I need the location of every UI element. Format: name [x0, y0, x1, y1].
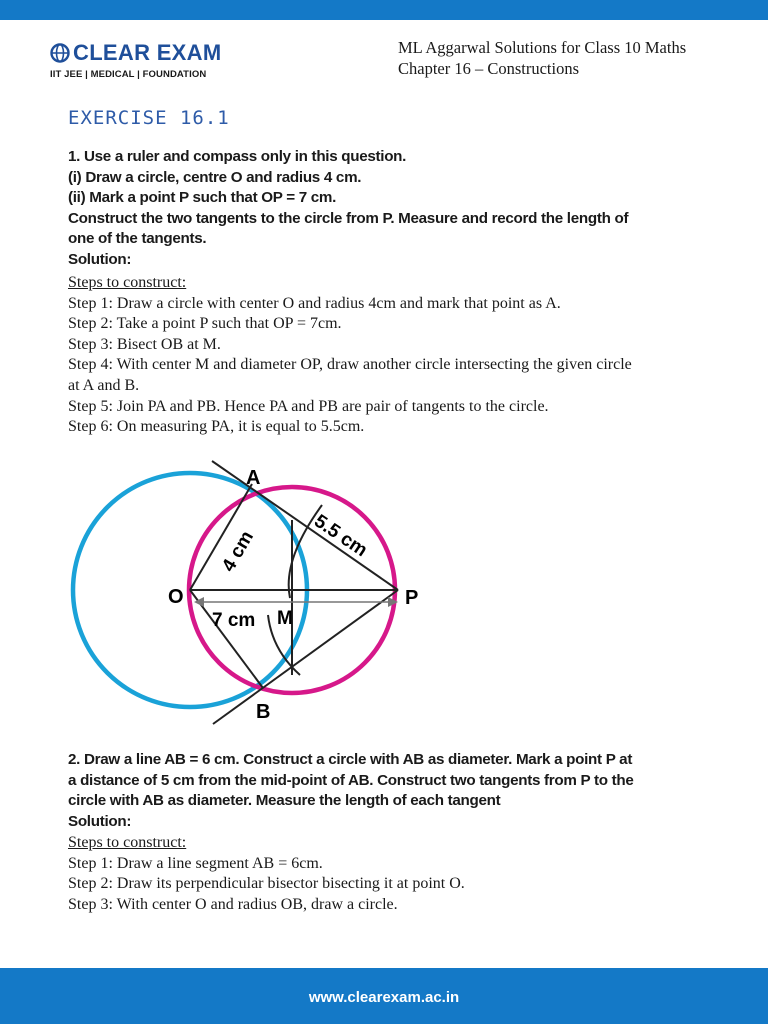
brand-tagline: IIT JEE | MEDICAL | FOUNDATION	[50, 69, 207, 80]
question-line: 2. Draw a line AB = 6 cm. Construct a circle with AB as diameter. Mark a point P at	[68, 751, 633, 768]
label-p: P	[405, 587, 419, 609]
label-m: M	[277, 608, 293, 629]
brand-name: CLEAR EXAM	[73, 40, 222, 65]
step-line: Step 1: Draw a circle with center O and radius 4cm and mark that point as A.	[68, 294, 561, 312]
steps-heading: Steps to construct:	[68, 834, 187, 851]
step-line: Step 5: Join PA and PB. Hence PA and PB are pair of tangents to the circle.	[68, 397, 549, 415]
step-line: Step 3: With center O and radius OB, draw a circle.	[68, 895, 398, 913]
brand-logo	[50, 42, 221, 80]
question-line: 1. Use a ruler and compass only in this question.	[68, 148, 407, 165]
footer-bar	[0, 968, 768, 1024]
question-2	[68, 750, 718, 832]
op-length-label: 7 cm	[212, 610, 256, 631]
tangent-length-label: 5.5 cm	[310, 510, 371, 562]
tangent-construction-figure	[60, 445, 440, 735]
header-chapter: Chapter 16 – Constructions	[398, 59, 580, 78]
solution-2	[68, 833, 718, 915]
question-line: Construct the two tangents to the circle from P. Measure and record the length of	[68, 209, 629, 227]
step-line: Step 4: With center M and diameter OP, draw another circle intersecting the given circle	[68, 356, 632, 374]
step-line: Step 2: Take a point P such that OP = 7cm.	[68, 315, 342, 333]
label-o: O	[168, 586, 184, 608]
question-1	[68, 147, 718, 270]
radius-label: 4 cm	[218, 527, 258, 576]
steps-heading: Steps to construct:	[68, 274, 187, 291]
step-line: at A and B.	[68, 376, 140, 394]
question-line: one of the tangents.	[68, 230, 207, 247]
step-line: Step 1: Draw a line segment AB = 6cm.	[68, 854, 323, 872]
question-line: (i) Draw a circle, centre O and radius 4 cm.	[68, 168, 362, 186]
question-line: a distance of 5 cm from the mid-point of AB. Construct two tangents from P to the	[68, 771, 634, 789]
top-bar	[0, 0, 768, 20]
solution-label: Solution:	[68, 250, 132, 268]
question-line: circle with AB as diameter. Measure the length of each tangent	[68, 792, 501, 809]
solution-1	[68, 273, 718, 438]
question-line: (ii) Mark a point P such that OP = 7 cm.	[68, 189, 337, 206]
step-line: Step 6: On measuring PA, it is equal to 5.5cm.	[68, 418, 365, 436]
exercise-title: EXERCISE 16.1	[68, 107, 230, 129]
label-b: B	[256, 701, 271, 723]
page-header	[398, 37, 686, 79]
footer-url[interactable]: www.clearexam.ac.in	[308, 988, 460, 1006]
header-title: ML Aggarwal Solutions for Class 10 Maths	[398, 38, 687, 57]
brand-name-row	[50, 42, 221, 64]
globe-icon	[50, 43, 70, 63]
label-a: A	[246, 467, 261, 489]
step-line: Step 3: Bisect OB at M.	[68, 335, 221, 353]
step-line: Step 2: Draw its perpendicular bisector bisecting it at point O.	[68, 875, 465, 893]
solution-label: Solution:	[68, 812, 132, 830]
